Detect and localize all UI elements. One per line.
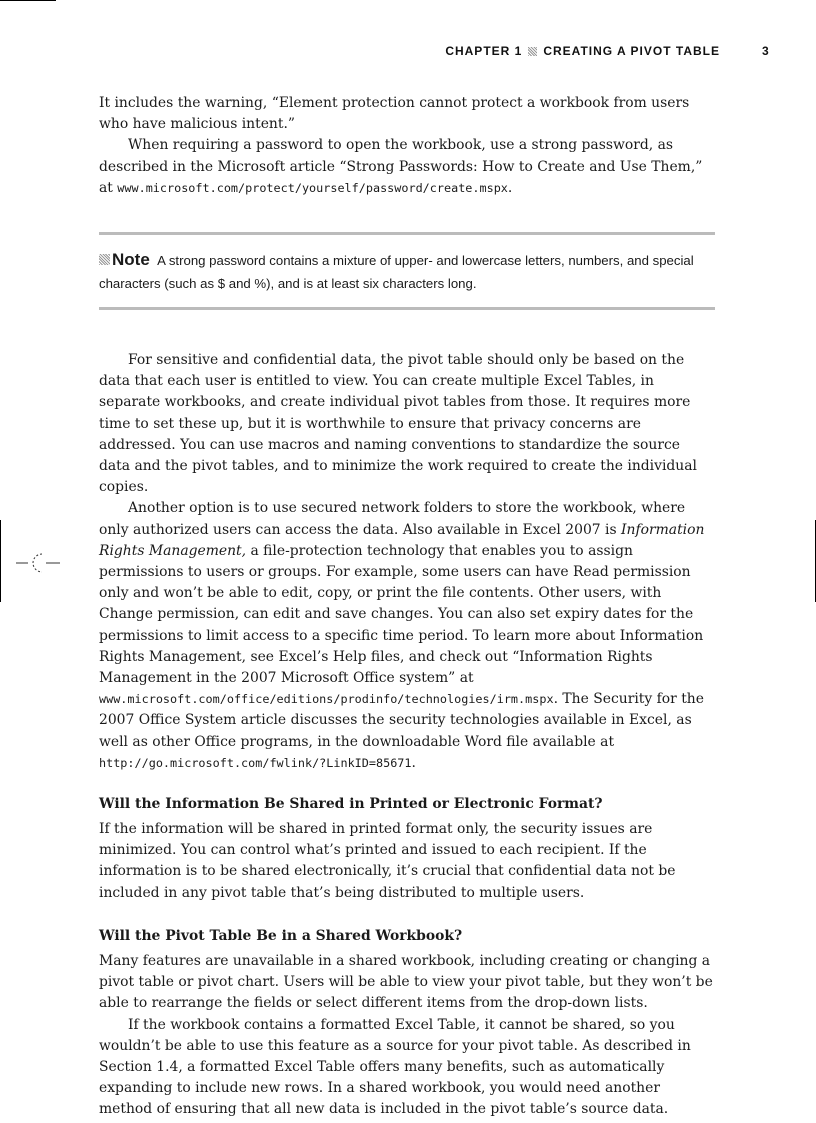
paragraph-2-text: When requiring a password to open the workbook, use a strong password, as described in the Microsoft article “Strong Passwords: How to Create and Use Them,” at — [99, 137, 703, 196]
paragraph-2 — [99, 135, 715, 199]
password-article-link[interactable]: www.microsoft.com/protect/yourself/password/create.mspx — [117, 180, 508, 195]
irm-link[interactable]: www.microsoft.com/office/editions/prodinfo/technologies/irm.mspx — [99, 692, 554, 707]
page-number: 3 — [762, 44, 769, 58]
page-body — [99, 93, 715, 1121]
section-heading-format: Will the Information Be Shared in Printed or Electronic Format? — [99, 796, 603, 813]
crop-mark-top — [0, 0, 56, 1]
paragraph-4-c: . The Security for the 2007 Office System article discusses the security technologies available in Excel, as well as other Office programs, in the downloadable Word file available at — [99, 691, 704, 750]
paragraph-3: For sensitive and confidential data, the pivot table should only be based on the data that each user is entitled to view. You can create multiple Excel Tables, in separate workbooks, and create individual pivot tables from those. It requires more time to set these up, but it is worthwhile to ensure that privacy concerns are addressed. You can use macros and naming conventions to standardize the source data and the pivot tables, and to minimize the work required to create the individual copies. — [99, 352, 697, 496]
note-label: Note — [112, 250, 150, 270]
separator-icon — [528, 47, 537, 56]
paragraph-2-end: . — [507, 179, 513, 196]
paragraph-4-b: a file-protection technology that enables you to assign permissions to users or groups. For example, some users can have Read permission only and won’t be able to edit, copy, or print the file contents. Other users, with Change permission, can edit and save changes. You can also set expiry dates for the permissions to limit access to a specific time period. To learn more about Information Rights Management, see Excel’s Help files, and check out “Information Rights Management in the 2007 Microsoft Office system” at — [99, 542, 704, 687]
chapter-title: CREATING A PIVOT TABLE — [543, 44, 720, 58]
paragraph-4-a: Another option is to use secured network folders to store the workbook, where only authorized users can access the data. Also available in Excel 2007 is — [99, 500, 686, 538]
note-icon — [99, 254, 110, 265]
crop-mark-left — [0, 520, 1, 602]
paragraph-4-d: . — [411, 754, 416, 771]
note-box — [99, 232, 715, 310]
section-heading-shared: Will the Pivot Table Be in a Shared Workbook? — [99, 927, 463, 944]
irm-term: Information Rights Management, — [99, 521, 705, 559]
section-format-text: If the information will be shared in printed format only, the security issues are minimized. You can control what’s printed and issued to each recipient. If the information is to be shared electronically, it’s crucial that confidential data not be included in any pivot table that’s being distributed to multiple users. — [99, 821, 676, 901]
running-header — [420, 44, 720, 58]
security-download-link[interactable]: http://go.microsoft.com/fwlink/?LinkID=85671 — [99, 755, 412, 770]
registration-mark-icon — [16, 548, 60, 578]
note-text: A strong password contains a mixture of upper- and lowercase letters, numbers, and special characters (such as $ and %), and is at least six characters long. — [99, 253, 694, 292]
paragraph-1: It includes the warning, “Element protection cannot protect a workbook from users who have malicious intent.” — [99, 95, 690, 133]
paragraph-4 — [99, 498, 715, 774]
section-shared-text-2: If the workbook contains a formatted Excel Table, it cannot be shared, so you wouldn’t be able to use this feature as a source for your pivot table. As described in Section 1.4, a formatted Excel Table offers many benefits, such as automatically expanding to include new rows. In a shared workbook, you would need another method of ensuring that all new data is included in the pivot table’s source data. — [99, 1016, 691, 1118]
section-shared-text-1: Many features are unavailable in a shared workbook, including creating or changing a pivot table or pivot chart. Users will be able to view your pivot table, but they won’t be able to rearrange the fields or select different items from the drop-down lists. — [99, 952, 713, 1012]
chapter-label: CHAPTER 1 — [445, 44, 523, 58]
